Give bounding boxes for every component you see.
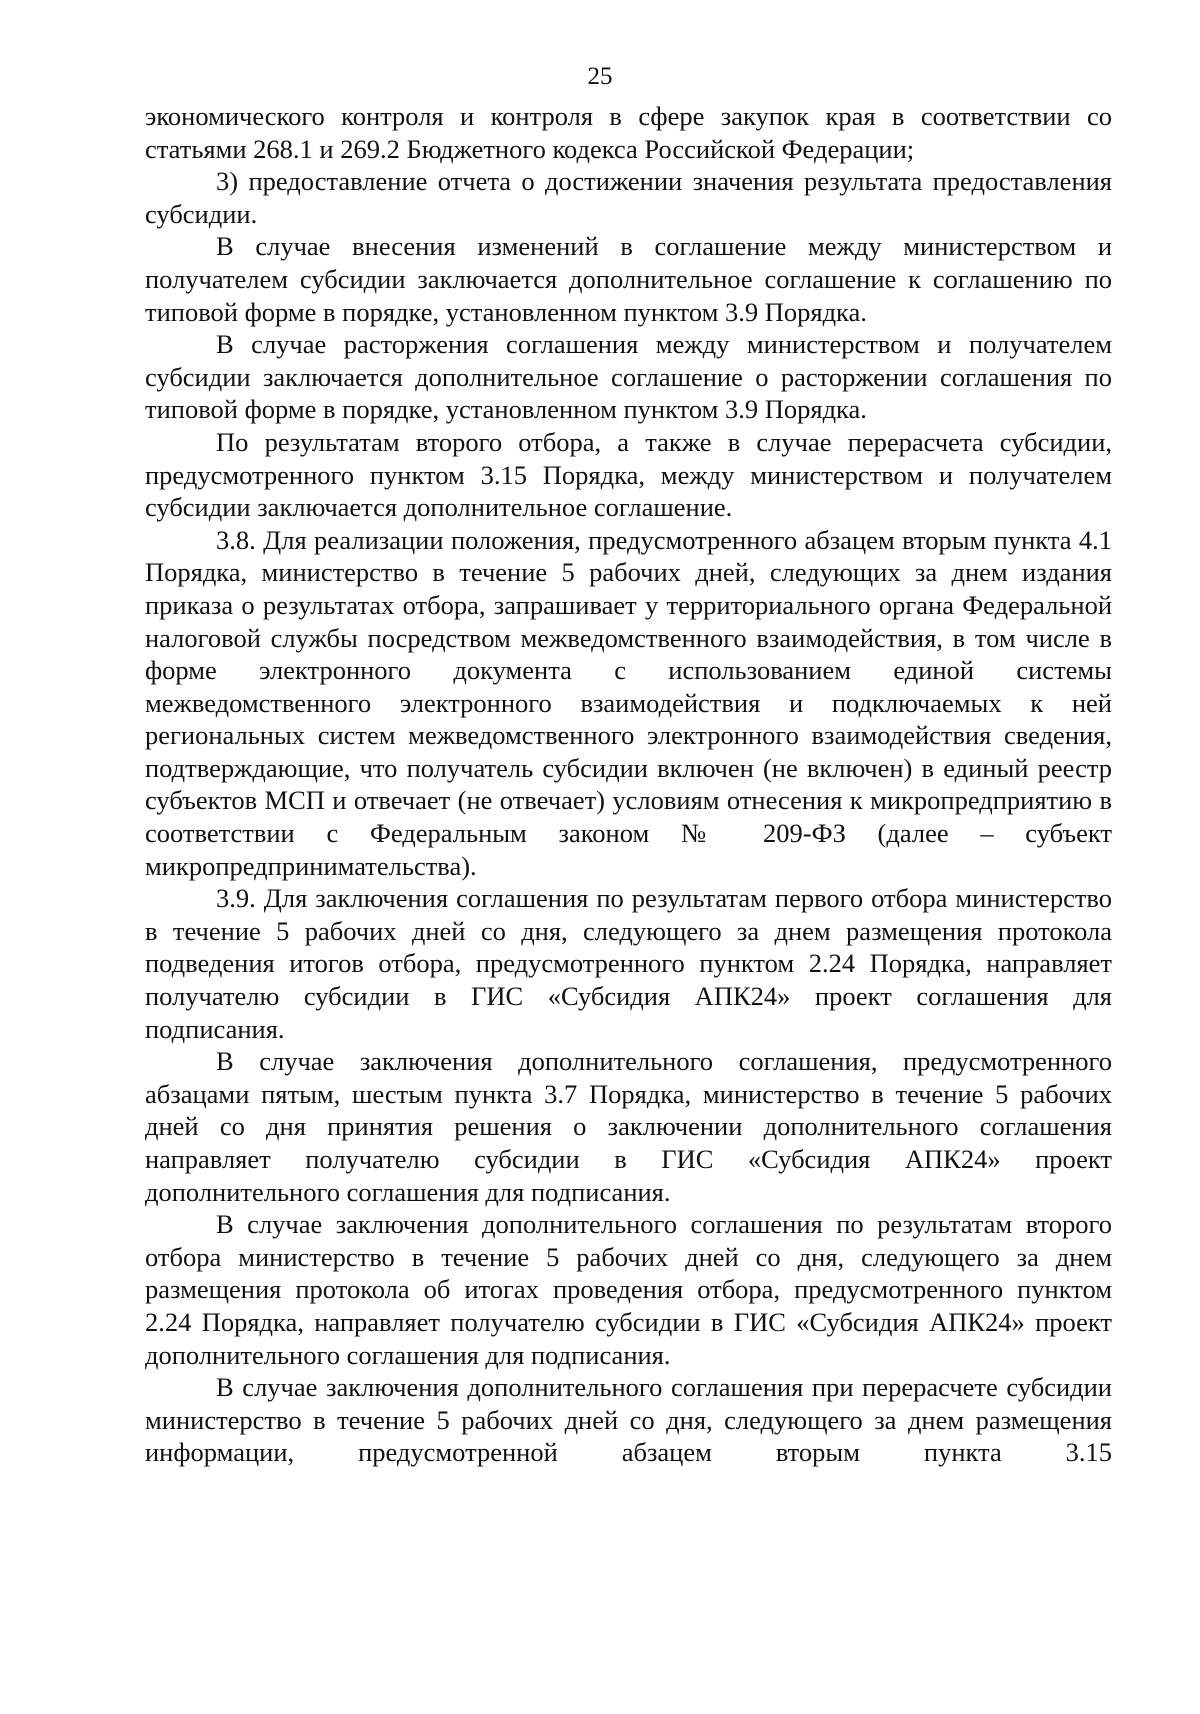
document-body xyxy=(145,100,1112,1469)
page-number: 25 xyxy=(587,63,613,90)
paragraph-item-3: 3) предоставление отчета о достижении значения результата предоставления субсидии. xyxy=(145,166,1112,229)
paragraph-second-selection-agreement: В случае заключения дополнительного соглашения по результатам второго отбора министерство в течение 5 рабочих дней со дня, следующего за днем размещения протокола об итогах проведения отбора, предусмотренного пунктом 2.24 Порядка, направляет получателю субсидии в ГИС «Субсидия АПК24» проект дополнительного соглашения для подписания. xyxy=(145,1209,1112,1370)
paragraph-continuation: экономического контроля и контроля в сфере закупок края в соответствии со статьями 268.1 и 269.2 Бюджетного кодекса Российской Федерации; xyxy=(145,101,1112,164)
paragraph-section-3-9: 3.9. Для заключения соглашения по результатам первого отбора министерство в течение 5 рабочих дней со дня, следующего за днем размещения протокола подведения итогов отбора, предусмотренного пунктом 2.24 Порядка, направляет получателю субсидии в ГИС «Субсидия АПК24» проект соглашения для подписания. xyxy=(145,883,1112,1044)
paragraph-additional-agreement: В случае заключения дополнительного соглашения, предусмотренного абзацами пятым, шестым пункта 3.7 Порядка, министерство в течение 5 рабочих дней со дня принятия решения о заключении дополнительного соглашения направляет получателю субсидии в ГИС «Субсидия АПК24» проект дополнительного соглашения для подписания. xyxy=(145,1046,1112,1207)
paragraph-amendment: В случае внесения изменений в соглашение между министерством и получателем субсидии заключается дополнительное соглашение к соглашению по типовой форме в порядке, установленном пунктом 3.9 Порядка. xyxy=(145,231,1112,327)
paragraph-termination: В случае расторжения соглашения между министерством и получателем субсидии заключается дополнительное соглашение о расторжении соглашения по типовой форме в порядке, установленном пунктом 3.9 Порядка. xyxy=(145,329,1112,425)
paragraph-second-selection: По результатам второго отбора, а также в случае перерасчета субсидии, предусмотренного пунктом 3.15 Порядка, между министерством и получателем субсидии заключается дополнительное соглашение. xyxy=(145,426,1112,523)
paragraph-recalculation: В случае заключения дополнительного соглашения при перерасчете субсидии министерство в течение 5 рабочих дней со дня, следующего за днем размещения информации, предусмотренной абзацем вторым пункта 3.15 xyxy=(145,1372,1112,1468)
paragraph-section-3-8: 3.8. Для реализации положения, предусмотренного абзацем вторым пункта 4.1 Порядка, министерство в течение 5 рабочих дней, следующих за днем издания приказа о результатах отбора, запрашивает у территориального органа Федеральной налоговой службы посредством межведомственного взаимодействия, в том числе в форме электронного документа с использованием единой системы межведомственного электронного взаимодействия и подключаемых к ней региональных систем межведомственного электронного взаимодействия сведения, подтверждающие, что получатель субсидии включен (не включен) в единый реестр субъектов МСП и отвечает (не отвечает) условиям отнесения к микропредприятию в соответствии с Федеральным законом № 209-ФЗ (далее – субъект микропредпринимательства). xyxy=(145,524,1112,881)
